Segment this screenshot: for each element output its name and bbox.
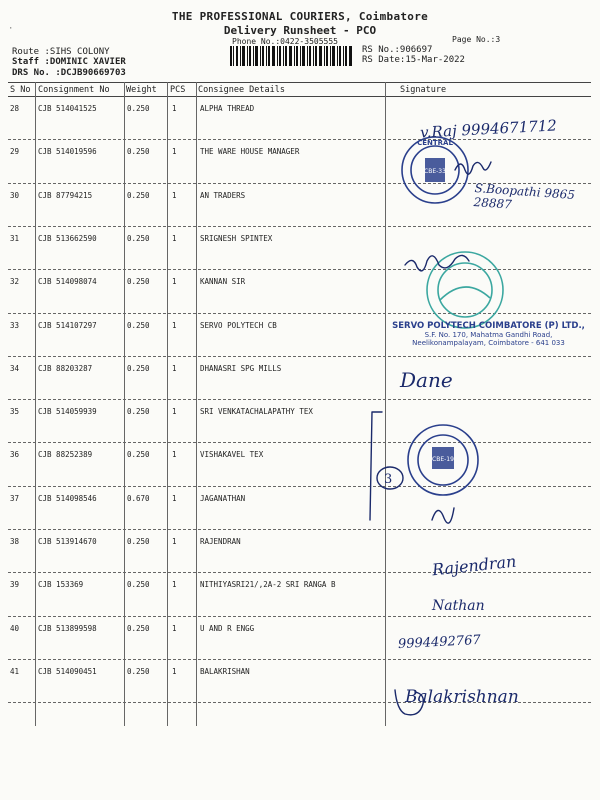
cell-consignment: CJB 153369	[38, 580, 84, 590]
central-stamp-top: CENTRAL	[417, 139, 453, 147]
cell-consignment: CJB 513662590	[38, 233, 97, 243]
cell-weight: 0.670	[127, 493, 150, 503]
cell-pcs: 1	[172, 104, 177, 113]
cell-consignee: SRI VENKATACHALAPATHY TEX	[200, 407, 313, 417]
col-consignee: Consignee Details	[198, 85, 285, 95]
signature-row30: S.Boopathi 9865 28887	[473, 181, 576, 212]
cell-sno: 38	[10, 537, 20, 546]
cell-consignee: DHANASRI SPG MILLS	[200, 363, 282, 373]
cell-pcs: 1	[172, 233, 177, 243]
cell-consignment: CJB 88252389	[38, 450, 93, 460]
cell-pcs: 1	[172, 666, 177, 676]
cell-sno: 40	[10, 623, 20, 633]
cell-pcs: 1	[172, 537, 177, 546]
cell-weight: 0.250	[127, 666, 150, 676]
cell-consignee: NITHIYASRI21/,2A-2 SRI RANGA B	[200, 580, 336, 590]
staff: Staff :DOMINIC XAVIER	[12, 57, 126, 67]
cell-consignee: BALAKRISHAN	[200, 666, 250, 676]
scribble-37	[432, 508, 454, 523]
cell-pcs: 1	[172, 450, 177, 460]
cell-sno: 33	[10, 320, 20, 330]
col-pcs: PCS	[170, 85, 186, 95]
col-consignment: Consignment No	[38, 85, 110, 95]
cell-consignment: CJB 514098546	[38, 493, 97, 503]
venkat-stamp-mid: CBE-19	[432, 456, 454, 463]
cell-consignment: CJB 514019596	[38, 147, 97, 157]
signature-row38: Rajendran	[431, 551, 518, 580]
document-title: Delivery Runsheet - PCO	[223, 24, 377, 37]
cell-consignment: CJB 514098074	[38, 277, 97, 287]
cell-weight: 0.250	[127, 147, 150, 157]
cell-sno: 41	[10, 666, 20, 676]
col-sno: S No	[10, 85, 31, 95]
cell-consignee: AN TRADERS	[200, 190, 246, 200]
phone-number: Phone No.:0422-3505555	[232, 37, 338, 46]
cell-pcs: 1	[172, 580, 177, 590]
cell-consignee: U AND R ENGG	[200, 623, 255, 633]
cell-consignment: CJB 513914670	[38, 537, 97, 546]
col-weight: Weight	[126, 85, 157, 95]
cell-sno: 28	[10, 104, 20, 113]
cell-consignee: KANNAN SIR	[200, 277, 246, 287]
cell-weight: 0.250	[127, 580, 150, 590]
cell-consignee: SERVO POLYTECH CB	[200, 320, 277, 330]
cell-sno: 36	[10, 450, 20, 460]
cell-consignment: CJB 88203287	[38, 363, 93, 373]
servo-stamp	[386, 321, 591, 347]
cell-sno: 37	[10, 493, 20, 503]
cell-pcs: 1	[172, 277, 177, 287]
cell-consignee: RAJENDRAN	[200, 537, 241, 546]
company-name: THE PROFESSIONAL COURIERS, Coimbatore	[171, 10, 429, 23]
cell-weight: 0.250	[127, 407, 150, 417]
cell-weight: 0.250	[127, 233, 150, 243]
cell-weight: 0.250	[127, 537, 150, 546]
central-stamp	[402, 137, 468, 203]
scribble-29	[455, 162, 491, 174]
drs-number: DRS No. :DCJB90669703	[12, 68, 126, 78]
cell-weight: 0.250	[127, 320, 150, 330]
cell-consignee: ALPHA THREAD	[200, 104, 255, 113]
cell-weight: 0.250	[127, 450, 150, 460]
corner-mark: ·	[8, 24, 14, 34]
cell-pcs: 1	[172, 363, 177, 373]
cell-weight: 0.250	[127, 190, 150, 200]
cell-consignment: CJB 514107297	[38, 320, 97, 330]
cell-sno: 32	[10, 277, 20, 287]
signature-row39: Nathan	[432, 598, 485, 614]
cell-weight: 0.250	[127, 104, 150, 113]
cell-sno: 30	[10, 190, 20, 200]
route: Route :SIHS COLONY	[12, 47, 110, 57]
cell-sno: 39	[10, 580, 20, 590]
bracket-mark	[370, 412, 382, 520]
venkatachalapathy-stamp	[408, 425, 478, 495]
cell-consignee: JAGANATHAN	[200, 493, 246, 503]
cell-consignee: SRIGNESH SPINTEX	[200, 233, 273, 243]
rs-date: RS Date:15-Mar-2022	[362, 55, 465, 65]
page-number: Page No.:3	[452, 35, 501, 44]
cell-weight: 0.250	[127, 623, 150, 633]
cell-consignment: CJB 514041525	[38, 104, 97, 113]
cell-pcs: 1	[172, 190, 177, 200]
cell-pcs: 1	[172, 493, 177, 503]
signature-row40: 9994492767	[397, 632, 482, 653]
cell-pcs: 1	[172, 407, 177, 417]
col-signature: Signature	[400, 85, 447, 95]
cell-consignment: CJB 514059939	[38, 407, 97, 417]
signature-row41: Balakrishnan	[405, 687, 519, 707]
cell-consignment: CJB 87794215	[38, 190, 93, 200]
cell-weight: 0.250	[127, 277, 150, 287]
cell-sno: 29	[10, 147, 20, 157]
servo-stamp-name: SERVO POLYTECH COIMBATORE (P) LTD.,	[392, 321, 585, 331]
central-stamp-mid: CBE-33	[424, 168, 446, 175]
signature-row34: Dane	[400, 368, 453, 392]
cell-pcs: 1	[172, 623, 177, 633]
cell-sno: 34	[10, 363, 20, 373]
cell-sno: 35	[10, 407, 20, 417]
rs-number: RS No.:906697	[362, 45, 433, 55]
cell-consignment: CJB 514090451	[38, 666, 97, 676]
cell-pcs: 1	[172, 147, 177, 157]
svg-text:3: 3	[384, 472, 393, 487]
cell-consignee: THE WARE HOUSE MANAGER	[200, 147, 300, 157]
cell-pcs: 1	[172, 320, 177, 330]
cell-weight: 0.250	[127, 363, 150, 373]
signature-row28: v.Raj 9994671712	[419, 116, 558, 142]
servo-stamp-line2: Neelikonampalayam, Coimbatore - 641 033	[412, 339, 565, 347]
cell-consignee: VISHAKAVEL TEX	[200, 450, 264, 460]
cell-consignment: CJB 513899598	[38, 623, 97, 633]
cell-sno: 31	[10, 233, 20, 243]
servo-stamp-line1: S.F. No. 170, Mahatma Gandhi Road,	[424, 331, 553, 339]
